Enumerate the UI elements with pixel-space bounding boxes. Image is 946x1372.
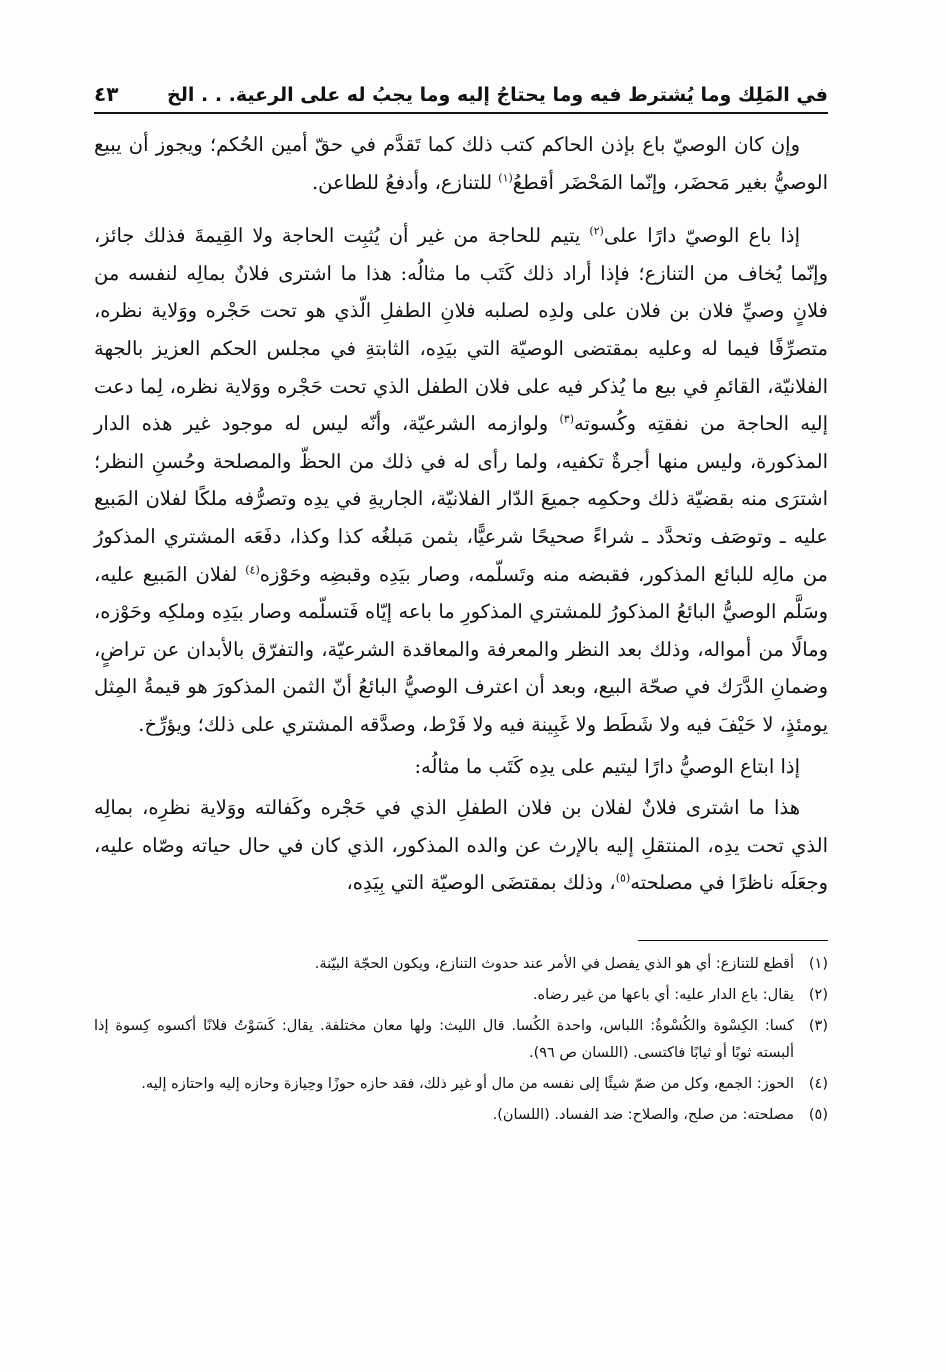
page-header: [94, 82, 828, 114]
footnotes: [94, 951, 828, 1129]
paragraph-2-text-cont-1: يتيم للحاجة من غير أن يُثبِت الحاجة ولا القِيمةَ فذلك جائز، وإنّما يُخاف من التنازع؛ فإذا أراد ذلك كَتَب ما مثالُه: هذا ما اشترى فلانٌ بمالِه لنفسه من فلانٍ وصيِّ فلان بن فلان على ولدِه لصلبه فلانِ الطفلِ الّذي هو تحت حَجْره ووَلاية نظره، متصرِّفًا فيما له وعليه بمقتضى الوصيّة التي بيَدِه، الثابتةِ في مجلس الحكم العزيز بالجهة الفلانيّة، القائمِ في بيع ما يُذكر فيه على فلان الطفل الذي تحت حَجْره ووَلاية نظره، لِما دعت إليه الحاجة من نفقتِه وكُسوته: [94, 224, 829, 436]
footnote-number: (٤): [808, 1075, 828, 1092]
footnote-number: (٥): [808, 1106, 828, 1123]
paragraph-4-text: هذا ما اشترى فلانٌ لفلان بن فلان الطفلِ الذي في حَجْره وكَفالته ووَلاية نظرِه، بمالِه الذي تحت يدِه، المنتقلِ إليه بالإرث عن والده المذكور، الذي كان في حال حياته وصّاه عليه، وجعَلَه ناظرًا في مصلحته: [94, 796, 828, 895]
running-title: في المَلِك وما يُشترط فيه وما يحتاجُ إليه وما يجبُ له على الرعية. . . الخ: [167, 84, 828, 106]
paragraph-3: إذا ابتاع الوصيُّ دارًا ليتيم على يدِه كَتَب ما مثالُه:: [414, 754, 800, 778]
footnote-ref-5: (٥): [615, 871, 631, 885]
footnote-ref-3: (٣): [559, 412, 575, 426]
paragraph-4: [94, 789, 828, 902]
paragraph-1-text: وإن كان الوصيّ باع بإذن الحاكم كتب ذلك كما تَقدَّم في حقّ أمين الحُكم؛ ويجوز أن يبيع الوصيُّ بغير مَحضَر، وإنّما المَحْضَر أقطعُ: [94, 133, 828, 194]
paragraph-2-text-cont-3: لفلان المَبيع عليه، وسَلَّم الوصيُّ البائعُ المذكورُ للمشتري المذكورِ ما باعه إيّاه فَتسلّمه وصار بيَدِه وملكِه وحَوْزه، ومالًا من أمواله، وذلك بعد النظر والمعرفة والمعاقدة الشرعيّة، والتفرّق بالأبدان عن تراضٍ، وضمانِ الدَّرَك في صحّة البيع، وبعد أن اعترف الوصيُّ البائعُ أنّ الثمن المذكورَ هو قيمةُ المِثل يومئذٍ، لا حَيْفَ فيه ولا شَطَط ولا غَبِينة فيه ولا فَرْط، وصدَّقه المشتري على ذلك؛ ويؤرِّخ.: [94, 562, 828, 736]
footnote-number: (١): [808, 955, 828, 972]
paragraph-2-text-cont-2: ولوازمه الشرعيّة، وأنّه ليس له موجود غير هذه الدار المذكورة، وليس منها أجرةٌ تكفيه، ولما رأى له في ذلك من الحظّ والمصلحة وحُسنِ النظر؛ اشترَى منه بقضيّة ذلك وحكمِه جميعَ الدّار الفلانيّة، الجاريةِ في يدِه وتصرُّفه ملكًا لفلان المَبيع عليه ـ وتوصَف وتحدَّد ـ شراءً صحيحًا شرعيًّا، بثمن مَبلغُه كذا وكذا، دفَعَه المشتري المذكورُ من مالِه للبائع المذكور، فقبضه منه وتَسلّمه، وصار بيَدِه وقبضِه وحَوْزه: [94, 412, 828, 586]
footnote-5: [94, 1102, 828, 1129]
paragraph-1-text-cont: للتنازع، وأدفعُ للطاعن.: [311, 170, 493, 194]
footnote-text: الحوز: الجمع، وكل من ضمّ شيئًا إلى نفسه من مال أو غير ذلك، فقد حازه حوزًا وحِيازة وحازه إليه واحتازه إليه.: [141, 1075, 794, 1092]
footnote-text: يقال: باع الدار عليه: أي باعها من غير رضاه.: [532, 986, 794, 1003]
footnote-ref-1: (١): [498, 171, 513, 185]
footnote-divider: [638, 940, 828, 941]
paragraph-4-text-cont: ، وذلك بمقتضَى الوصيّة التي بِيَدِه،: [346, 871, 616, 895]
footnote-ref-2: (٢): [589, 224, 604, 238]
footnote-3: [94, 1013, 828, 1067]
paragraph-2-text: إذا باع الوصيّ دارًا على: [603, 224, 801, 248]
footnote-number: (٣): [808, 1017, 828, 1034]
footnote-text: أقطع للتنازع: أي هو الذي يفصل في الأمر عند حدوث التنازع، ويكون الحجّة البيّنة.: [314, 955, 794, 972]
paragraph-1: [94, 126, 828, 201]
footnote-1: [94, 951, 828, 978]
paragraph-2: [94, 217, 828, 743]
footnote-4: [94, 1071, 828, 1098]
page-number: ٤٣: [94, 82, 119, 106]
footnote-text: كسا: الكِسْوة والكُسْوةُ: اللباس، واحدة الكُسا. قال الليث: ولها معان مختلفة. يقال: كَسَوْتُ فلانًا أكسوه كِسوة إذا ألبسته ثوبًا أو ثيابًا فاكتسى. (اللسان ص ٩٦).: [94, 1017, 794, 1061]
footnote-ref-4: (٤): [245, 563, 260, 577]
main-text: [94, 126, 828, 902]
footnote-text: مصلحته: من صلح، والصلاح: ضد الفساد. (اللسان).: [492, 1106, 794, 1123]
footnote-2: [94, 982, 828, 1009]
footnote-number: (٢): [808, 986, 828, 1003]
